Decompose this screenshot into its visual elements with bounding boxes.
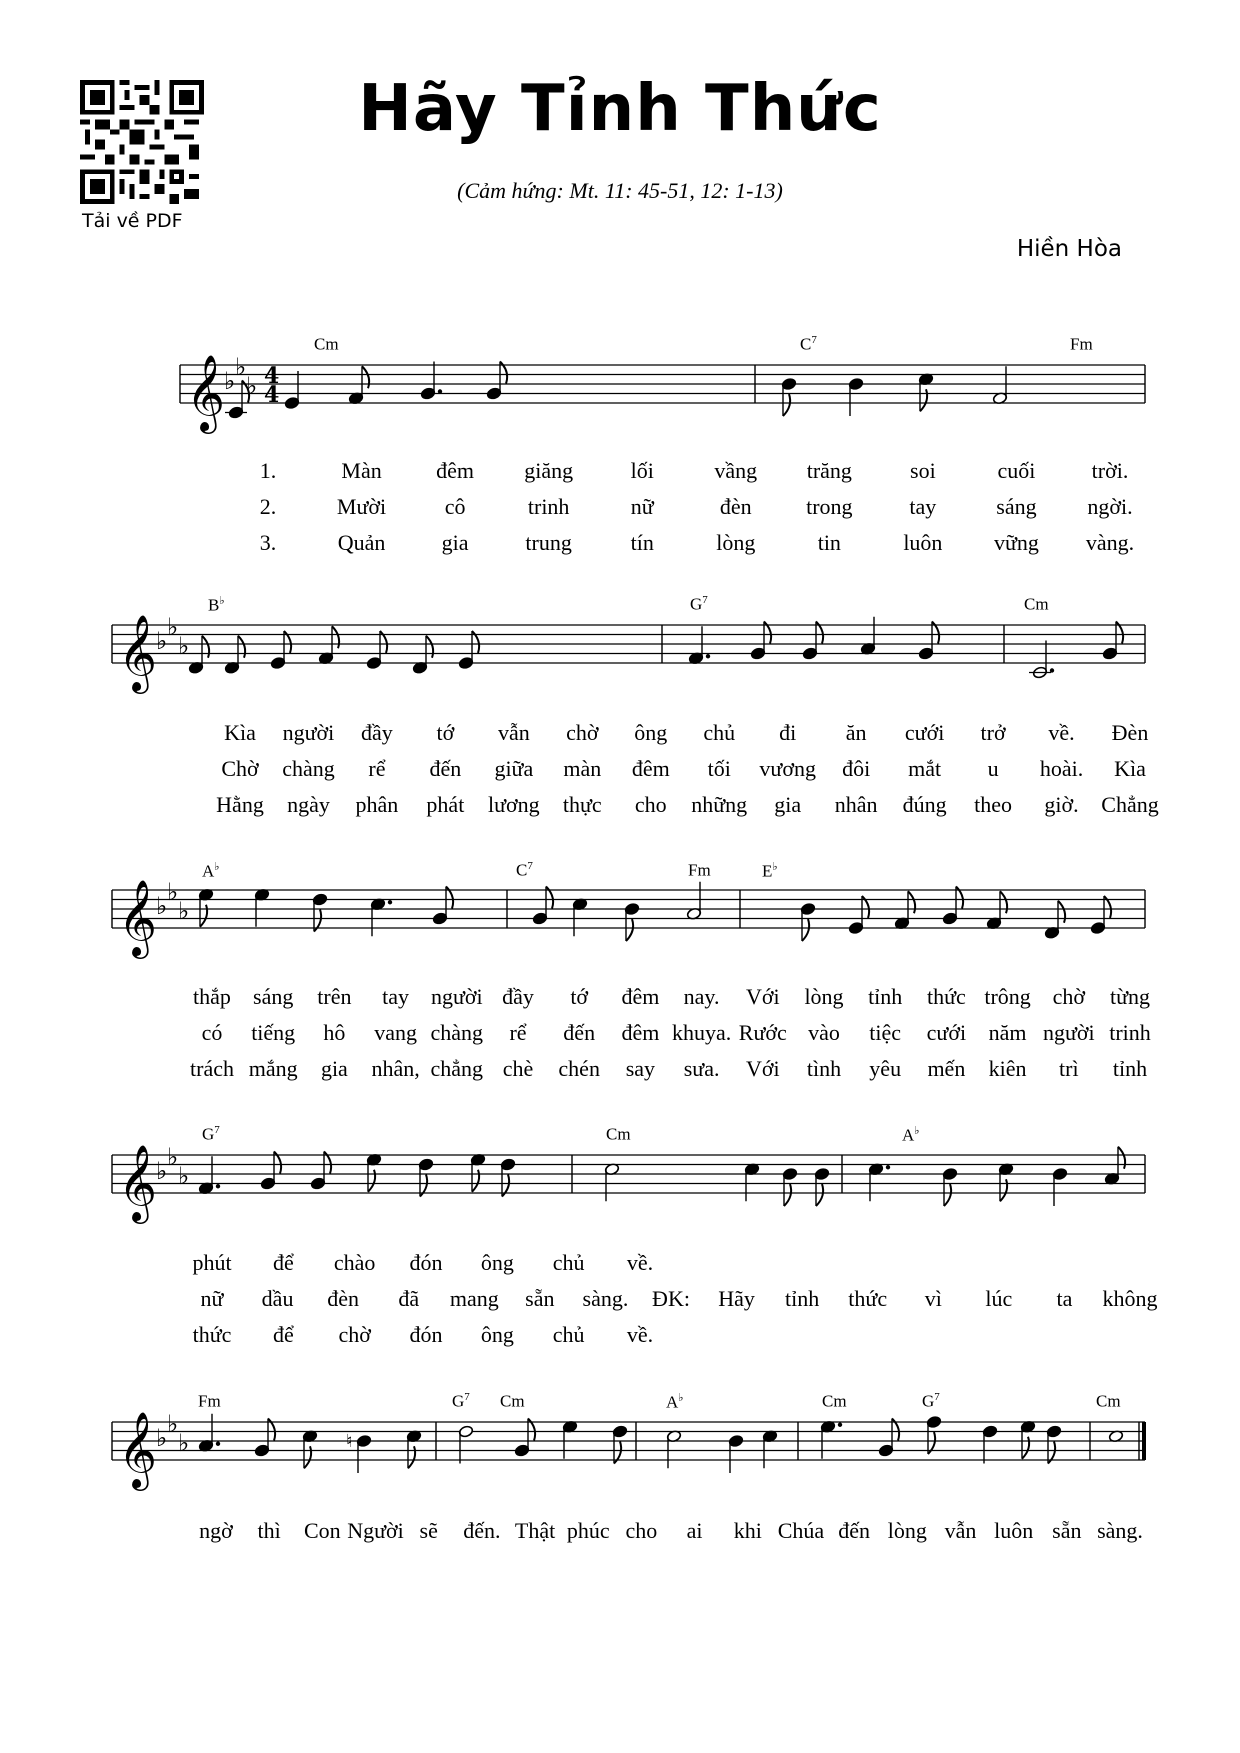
lyric-word: Với [745,1056,780,1081]
lyric-word: tỉnh [1112,1056,1148,1081]
lyric-word: trinh [1109,1020,1151,1045]
lyric-word: Thật [514,1518,556,1543]
lyric-word: vầng [714,458,758,483]
lyric-word: đến [429,756,462,781]
lyric-word: Màn [341,458,382,483]
lyric-word: trên [317,984,352,1009]
flat-sign-icon: ♭ [178,1428,190,1457]
lyric-word: Rước [738,1020,787,1045]
note-flag [332,626,339,648]
lyric-word: đèn [719,494,752,519]
flat-sign-icon: ♭ [167,1142,179,1171]
lyric-word: tiệc [869,1020,902,1045]
lyric-word: Con [304,1518,341,1543]
lyric-word: Chẳng [1101,792,1159,817]
chord-symbol: $C^7$ [516,860,533,880]
lyric-word: ngời. [1087,494,1133,519]
flat-sign-icon: ♭ [235,352,247,381]
treble-clef-icon: 𝄞 [118,879,158,956]
note-flag [1022,1437,1029,1459]
flat-sign-icon: ♭ [167,877,179,906]
lyric-word: tay [909,494,937,519]
composer-name: Hiền Hòa [1016,236,1122,262]
lyric-word: chờ [566,720,599,745]
lyric-word: không [1102,1286,1158,1311]
note-flag [920,389,927,411]
lyric-word: sáng [253,984,294,1009]
chord-symbol: Fm [688,860,711,880]
lyric-word: cưới [904,720,945,745]
lyric-word: lòng [804,984,844,1009]
lyric-word: chè [502,1056,534,1081]
lyric-word: đầy [502,984,534,1009]
lyric-word: phút [192,1250,232,1275]
lyric-word: đón [409,1322,443,1347]
chord-symbol: $G^7$ [452,1391,470,1411]
lyric-word: chàng [282,756,335,781]
lyric-word: Người [347,1518,404,1543]
lyric-word: về. [626,1322,654,1347]
lyric-word: lòng [716,530,756,555]
natural-sign-icon: ♮ [346,1431,353,1452]
lyric-word: Hãy [718,1286,755,1311]
note-flag [783,394,790,416]
song-subtitle: (Cảm hứng: Mt. 11: 45-51, 12: 1-13) [457,178,783,203]
lyric-word: đến. [463,1518,501,1543]
lyric-word: khi [733,1518,762,1543]
song-title: Hãy Tỉnh Thức [358,72,882,146]
lyric-word: chủ [552,1250,585,1275]
dot [886,1165,890,1169]
chord-symbol: B♭ [208,595,225,615]
lyric-word: 2. [259,494,277,519]
flat-sign-icon: ♭ [156,1157,168,1185]
note-flag [368,1170,375,1192]
lyric-word: thức [848,1286,888,1311]
note-flag [202,636,209,658]
lyric-word: sẵn [1052,1518,1082,1543]
lyric-word: trời. [1091,458,1129,483]
lyric-word: trách [190,1056,234,1081]
lyric-word: chén [558,1056,600,1081]
lyric-word: thì [257,1518,281,1543]
lyric-word: nhân, [371,1056,420,1081]
note-flag [816,1184,823,1206]
chord-symbol: A♭ [202,861,220,881]
lyric-word: vang [374,1020,417,1045]
lyric-word: về. [626,1250,654,1275]
lyric-word: ĐK: [652,1286,690,1311]
note-flag [784,1184,791,1206]
lyric-word: ngày [287,792,330,817]
lyric-word: ăn [845,720,867,745]
lyric-word: đón [409,1250,443,1275]
lyric-word: chủ [703,720,736,745]
lyric-word: thực [562,792,602,817]
lyric-word: đêm [621,1020,660,1045]
treble-clef-icon: 𝄞 [186,354,226,431]
lyric-word: mang [449,1286,499,1311]
note-flag [1118,1147,1125,1169]
lyric-word: luôn [903,530,943,555]
lyric-word: mắt [908,756,942,781]
lyric-word: phúc [566,1518,610,1543]
treble-clef-icon: 𝄞 [118,1144,158,1221]
note-flag [802,919,809,941]
note-flag [1000,1179,1007,1201]
lyric-word: Với [745,984,780,1009]
note-flag [200,905,207,927]
lyric-word: lúc [985,1286,1013,1311]
lyric-word: tay [382,984,410,1009]
treble-clef-icon: 𝄞 [118,1411,158,1488]
lyric-word: vẫn [497,720,530,745]
chord-symbol: $C^7$ [800,334,817,354]
download-pdf-link[interactable]: Tải về PDF [82,210,183,232]
lyric-word: luôn [994,1518,1034,1543]
lyric-word: có [201,1020,223,1045]
chord-symbol: E♭ [762,861,778,881]
lyric-word: ông [634,720,668,745]
lyric-word: chàng [430,1020,484,1045]
lyric-word: soi [910,458,936,483]
lyric-word: đi [779,720,797,745]
lyric-word: kiên [988,1056,1027,1081]
lyric-word: đèn [327,1286,360,1311]
lyric-word: giữa [494,756,534,781]
lyric-word: phát [426,792,465,817]
lyric-word: tín [630,530,654,555]
lyric-word: nay. [683,984,720,1009]
lyric-word: tiếng [251,1020,296,1045]
flat-sign-icon: ♭ [156,1424,168,1452]
dot [438,389,442,393]
chord-symbol: Cm [606,1124,631,1144]
note-flag [944,1184,951,1206]
chord-symbol: Cm [314,334,339,354]
flat-sign-icon: ♭ [178,631,190,660]
lyric-word: đêm [621,984,660,1009]
note-flag [426,636,433,658]
flat-sign-icon: ♭ [224,367,236,395]
lyric-word: trông [984,984,1031,1009]
chord-symbol: Cm [1096,1391,1121,1411]
lyric-word: đúng [902,792,947,817]
lyric-word: nhân [834,792,878,817]
lyric-word: yêu [869,1056,902,1081]
flat-sign-icon: ♭ [167,612,179,641]
lyric-word: 1. [259,458,277,483]
chord-symbol: A♭ [666,1392,684,1412]
note-flag [362,366,369,388]
lyric-word: chào [333,1250,376,1275]
time-signature: 4 [264,363,280,389]
lyric-word: 3. [259,530,277,555]
lyric-word: cuối [997,458,1036,483]
chord-symbol: $G^7$ [202,1124,220,1144]
flat-sign-icon: ♭ [156,892,168,920]
lyric-word: cưới [926,1020,967,1045]
lyric-word: vững [993,530,1039,555]
lyric-word: tối [707,756,731,781]
chord-symbol: Cm [822,1391,847,1411]
lyric-word: ai [686,1518,703,1543]
lyric-word: vẫn [944,1518,977,1543]
lyric-word: vàng. [1085,530,1135,555]
note-flag [908,891,915,913]
lyric-word: hô [323,1020,346,1045]
lyric-word: gia [320,1056,348,1081]
note-flag [1058,901,1065,923]
lyric-word: ông [480,1250,514,1275]
lyric-word: sàng. [582,1286,629,1311]
lyric-word: gia [774,792,802,817]
lyric-word: đầy [361,720,393,745]
lyric-word: ta [1056,1286,1073,1311]
lyric-word: để [272,1322,294,1347]
dot [1050,668,1054,672]
lyric-word: rể [509,1020,527,1045]
lyric-word: đã [398,1286,420,1311]
lyric-word: ngờ [199,1518,233,1543]
lyric-word: theo [974,792,1013,817]
lyric-word: khuya. [671,1020,732,1045]
lyric-word: gia [441,530,469,555]
lyric-word: thức [192,1322,232,1347]
lyric-word: sẽ [419,1518,438,1543]
lyric-word: tỉnh [868,984,903,1009]
lyric-word: lương [488,792,540,817]
lyric-word: Hằng [216,792,264,817]
chord-symbol: Cm [500,1391,525,1411]
lyric-word: Đèn [1111,720,1149,745]
lyric-word: đôi [842,756,871,781]
final-barline [1142,1422,1146,1460]
flat-sign-icon: ♭ [178,896,190,925]
lyric-word: cho [634,792,667,817]
lyric-word: giăng [524,458,574,483]
lyric-word: Chúa [777,1518,825,1543]
lyric-word: u [987,756,999,781]
flat-sign-icon: ♭ [156,627,168,655]
flat-sign-icon: ♭ [246,371,258,400]
lyric-word: Mười [336,494,387,519]
dot [216,1184,220,1188]
lyric-word: về. [1048,720,1075,745]
lyric-word: sưa. [683,1056,720,1081]
lyric-word: những [691,792,748,817]
lyric-word: trở [980,720,1006,745]
dot [388,900,392,904]
lyric-word: người [282,720,335,745]
lyric-word: đến [563,1020,596,1045]
note-flag [626,919,633,941]
lyric-word: cho [625,1518,658,1543]
lyric-word: chủ [552,1322,585,1347]
lyric-word: vì [924,1286,942,1311]
lyric-word: để [272,1250,294,1275]
note-flag [304,1446,311,1468]
lyric-word: mến [927,1056,966,1081]
lyric-word: vào [808,1020,840,1045]
lyric-word: tin [817,530,841,555]
lyric-word: đến [838,1518,870,1543]
lyric-word: sàng. [1097,1518,1143,1543]
flat-sign-icon: ♭ [178,1161,190,1190]
lyric-word: Quản [337,530,386,555]
chord-symbol: A♭ [902,1125,920,1145]
lyric-word: tình [806,1056,842,1081]
note-flag [408,1446,415,1468]
chord-symbol: Fm [198,1391,221,1411]
chord-symbol: $G^7$ [690,594,708,614]
lyric-word: nữ [200,1286,224,1311]
lyric-word: lòng [887,1518,927,1543]
lyric-word: phân [355,792,399,817]
flat-sign-icon: ♭ [167,1409,179,1438]
note-flag [238,636,245,658]
lyric-word: mắng [248,1056,298,1081]
time-signature: 4 [264,382,280,408]
lyric-word: tớ [436,720,455,745]
lyric-word: người [1042,1020,1095,1045]
chord-symbol: $G^7$ [922,1391,940,1411]
note-flag [1000,891,1007,913]
lyric-word: năm [988,1020,1027,1045]
lyric-word: thức [926,984,966,1009]
lyric-word: nữ [630,494,654,519]
lyric-word: ông [480,1322,514,1347]
lyric-word: cô [444,494,466,519]
lyric-word: từng [1109,984,1151,1009]
lyric-word: tớ [570,984,589,1009]
lyric-word: tỉnh [785,1286,820,1311]
treble-clef-icon: 𝄞 [118,614,158,691]
lyric-word: trinh [527,494,570,519]
lyric-word: Chờ [221,756,259,781]
lyric-word: đêm [631,756,670,781]
lyric-word: hoài. [1039,756,1084,781]
lyric-word: rể [368,756,386,781]
dot [706,654,710,658]
lyric-word: màn [563,756,602,781]
lyric-word: trì [1059,1056,1079,1081]
lyric-word: chờ [1052,984,1085,1009]
lyric-word: người [430,984,483,1009]
lyric-word: đêm [436,458,475,483]
lyric-word: sáng [996,494,1037,519]
lyric-word: vương [759,756,816,781]
lyric-word: trăng [806,458,852,483]
lyric-word: giờ. [1044,792,1079,817]
lyric-word: Kìa [1114,756,1146,781]
chord-symbol: Fm [1070,334,1093,354]
lyric-word: trong [806,494,853,519]
note-flag [472,1170,479,1192]
lyric-word: dầu [261,1286,294,1311]
lyric-word: thắp [193,984,231,1009]
lyric-word: trung [525,530,572,555]
lyric-word: lối [630,458,654,483]
lyric-word: chờ [338,1322,371,1347]
lyric-word: Kìa [224,720,256,745]
lyric-word: chẳng [430,1056,484,1081]
chord-symbol: Cm [1024,594,1049,614]
dot [216,1442,220,1446]
lyric-word: sẵn [525,1286,555,1311]
lyric-word: say [625,1056,656,1081]
dot [838,1423,842,1427]
